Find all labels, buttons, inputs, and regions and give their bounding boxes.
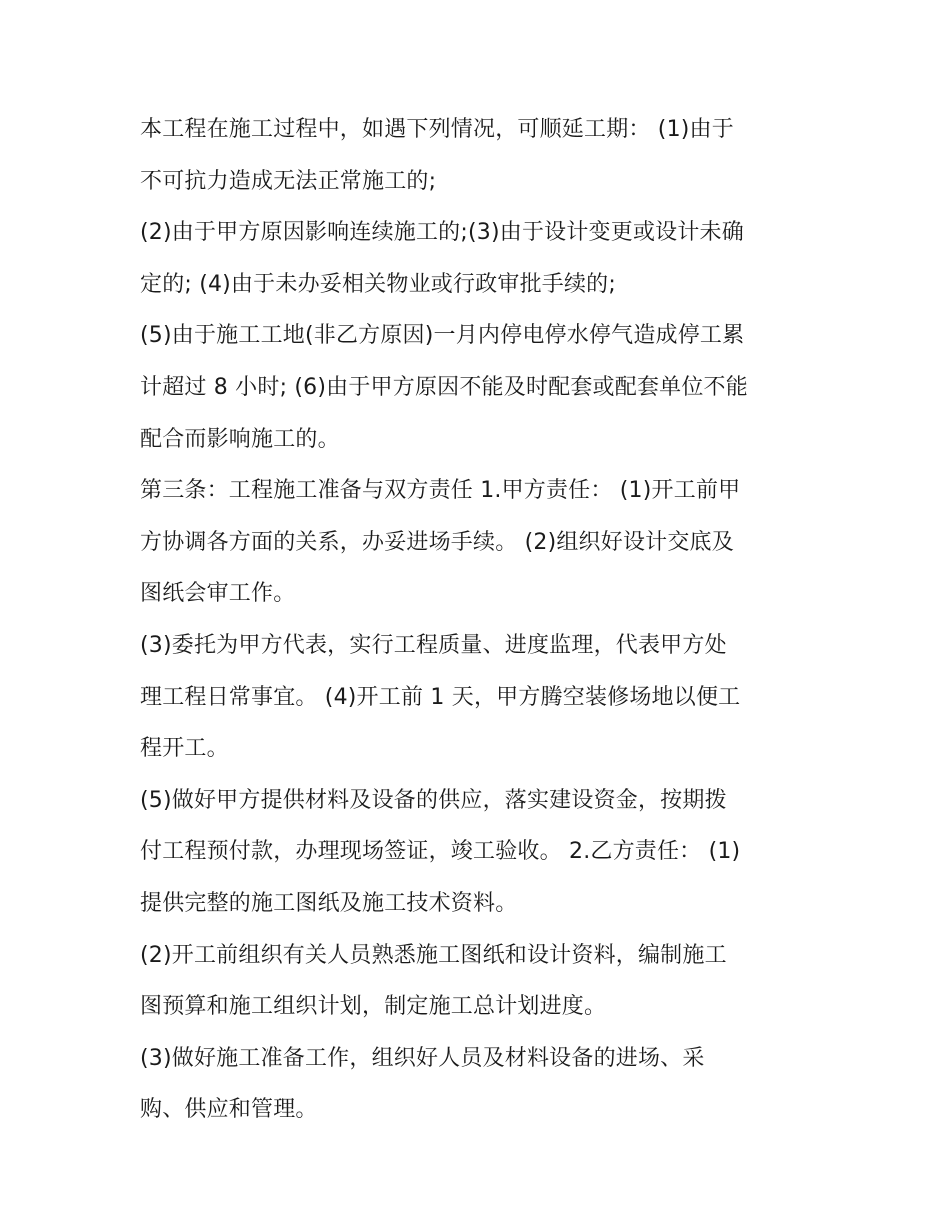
text-line: (3)委托为甲方代表，实行工程质量、进度监理，代表甲方处 [140, 632, 727, 658]
text-line: (5)做好甲方提供材料及设备的供应，落实建设资金，按期拨 [140, 787, 727, 813]
text-line: (5)由于施工工地(非乙方原因)一月内停电停水停气造成停工累 [140, 323, 745, 349]
text-line: 付工程预付款，办理现场签证，竣工验收。 2.乙方责任： (1) [140, 839, 741, 865]
text-line: 提供完整的施工图纸及施工技术资料。 [140, 890, 518, 916]
text-line: 图纸会审工作。 [140, 581, 296, 607]
text-line: (3)做好施工准备工作，组织好人员及材料设备的进场、采 [140, 1045, 705, 1071]
text-line: 图预算和施工组织计划，制定施工总计划进度。 [140, 994, 607, 1020]
text-line: 定的; (4)由于未办妥相关物业或行政审批手续的; [140, 271, 616, 297]
text-line: 购、供应和管理。 [140, 1097, 318, 1123]
text-line: (2)开工前组织有关人员熟悉施工图纸和设计资料，编制施工 [140, 942, 727, 968]
text-line: 方协调各方面的关系，办妥进场手续。 (2)组织好设计交底及 [140, 529, 734, 555]
text-line: 计超过 8 小时; (6)由于甲方原因不能及时配套或配套单位不能 [140, 374, 748, 400]
text-line: 配合而影响施工的。 [140, 426, 340, 452]
text-line: (2)由于甲方原因影响连续施工的;(3)由于设计变更或设计未确 [140, 220, 744, 246]
text-line: 第三条：工程施工准备与双方责任 1.甲方责任： (1)开工前甲 [140, 478, 741, 504]
text-line: 不可抗力造成无法正常施工的; [140, 168, 437, 194]
text-line: 程开工。 [140, 736, 229, 762]
document-body [140, 104, 820, 1136]
text-line: 本工程在施工过程中，如遇下列情况，可顺延工期： (1)由于 [140, 117, 734, 142]
text-line: 理工程日常事宜。 (4)开工前 1 天，甲方腾空装修场地以便工 [140, 684, 741, 710]
